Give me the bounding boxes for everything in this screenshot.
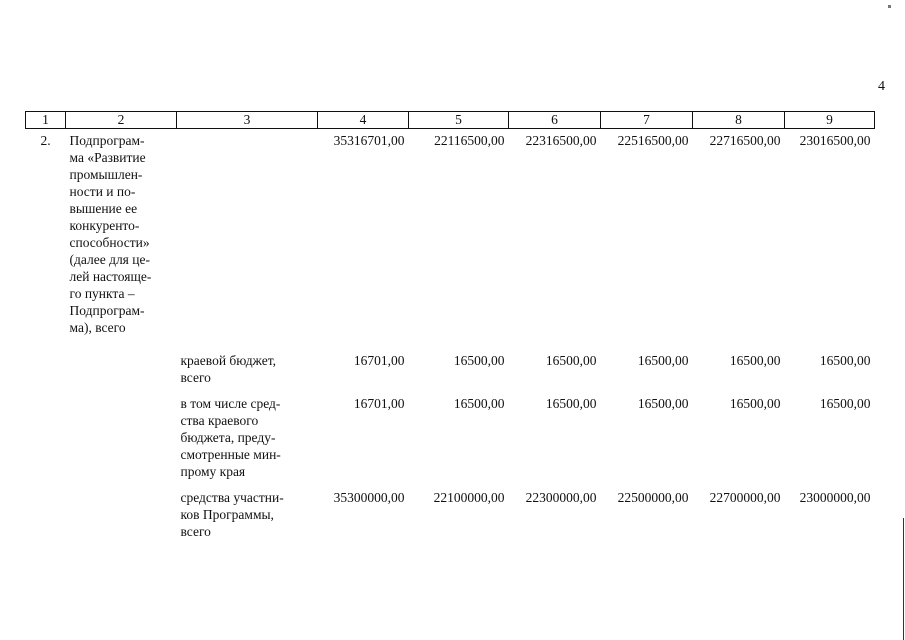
table-row-participants-funds (26, 486, 875, 546)
value-cell: 22300000,00 (525, 490, 597, 505)
budget-table (25, 111, 875, 546)
table-row-minprom-funds (26, 392, 875, 486)
header-col-2: 2 (66, 112, 177, 129)
label-line: краевой бюджет, (180, 353, 276, 368)
name-line: ма), всего (69, 320, 126, 335)
value-cell: 16500,00 (819, 396, 871, 411)
name-line: промышлен- (69, 167, 143, 182)
page-number: 4 (878, 79, 885, 94)
label-line: всего (180, 370, 211, 385)
source-label (177, 342, 318, 392)
label-line: прому края (180, 464, 246, 479)
value-cell: 16500,00 (453, 353, 505, 368)
empty-cell (66, 392, 177, 486)
header-row (26, 112, 875, 129)
scan-edge-line (903, 518, 904, 640)
value-cell: 16500,00 (637, 396, 689, 411)
value-cell: 16500,00 (729, 353, 781, 368)
empty-cell (26, 486, 66, 546)
value-cell: 16500,00 (545, 396, 597, 411)
name-line: Подпрограм- (69, 133, 145, 148)
header-col-5: 5 (409, 112, 509, 129)
header-col-4: 4 (318, 112, 409, 129)
header-col-1: 1 (26, 112, 66, 129)
value-cell: 16701,00 (353, 396, 405, 411)
value-cell: 22516500,00 (617, 133, 689, 148)
name-line: конкуренто- (69, 218, 140, 233)
label-line: бюджета, преду- (180, 430, 276, 445)
empty-cell (26, 392, 66, 486)
source-label (177, 486, 318, 546)
value-cell: 16701,00 (353, 353, 405, 368)
empty-cell (26, 342, 66, 392)
table-row-regional-budget (26, 342, 875, 392)
value-cell: 35316701,00 (333, 133, 405, 148)
header-col-8: 8 (693, 112, 785, 129)
source-label (177, 392, 318, 486)
header-col-9: 9 (785, 112, 875, 129)
table-row-subprogram (26, 129, 875, 343)
name-line: го пункта – (69, 286, 135, 301)
scan-speck (888, 5, 891, 8)
value-cell: 22700000,00 (709, 490, 781, 505)
value-cell: 22716500,00 (709, 133, 781, 148)
value-cell: 22316500,00 (525, 133, 597, 148)
name-line: ма «Развитие (69, 150, 146, 165)
value-cell: 23000000,00 (799, 490, 871, 505)
label-line: ства краевого (180, 413, 259, 428)
row-index: 2. (40, 133, 51, 148)
value-cell: 16500,00 (545, 353, 597, 368)
name-line: лей настояще- (69, 269, 152, 284)
header-col-3: 3 (177, 112, 318, 129)
value-cell: 16500,00 (453, 396, 505, 411)
label-line: средства участни- (180, 490, 284, 505)
empty-cell (66, 486, 177, 546)
empty-cell (66, 342, 177, 392)
label-line: ков Программы, (180, 507, 274, 522)
name-line: вышение ее (69, 201, 138, 216)
name-line: (далее для це- (69, 252, 150, 267)
value-cell: 16500,00 (729, 396, 781, 411)
value-cell: 35300000,00 (333, 490, 405, 505)
label-line: всего (180, 524, 211, 539)
name-line: Подпрограм- (69, 303, 145, 318)
value-cell: 16500,00 (819, 353, 871, 368)
header-col-6: 6 (509, 112, 601, 129)
value-cell: 23016500,00 (799, 133, 871, 148)
value-cell: 16500,00 (637, 353, 689, 368)
label-line: в том числе сред- (180, 396, 281, 411)
value-cell: 22500000,00 (617, 490, 689, 505)
header-col-7: 7 (601, 112, 693, 129)
subprogram-name (66, 129, 177, 343)
value-cell: 22116500,00 (434, 133, 505, 148)
value-cell: 22100000,00 (433, 490, 505, 505)
label-line: смотренные мин- (180, 447, 281, 462)
name-line: ности и по- (69, 184, 136, 199)
name-line: способности» (69, 235, 150, 250)
empty-cell (177, 129, 318, 343)
